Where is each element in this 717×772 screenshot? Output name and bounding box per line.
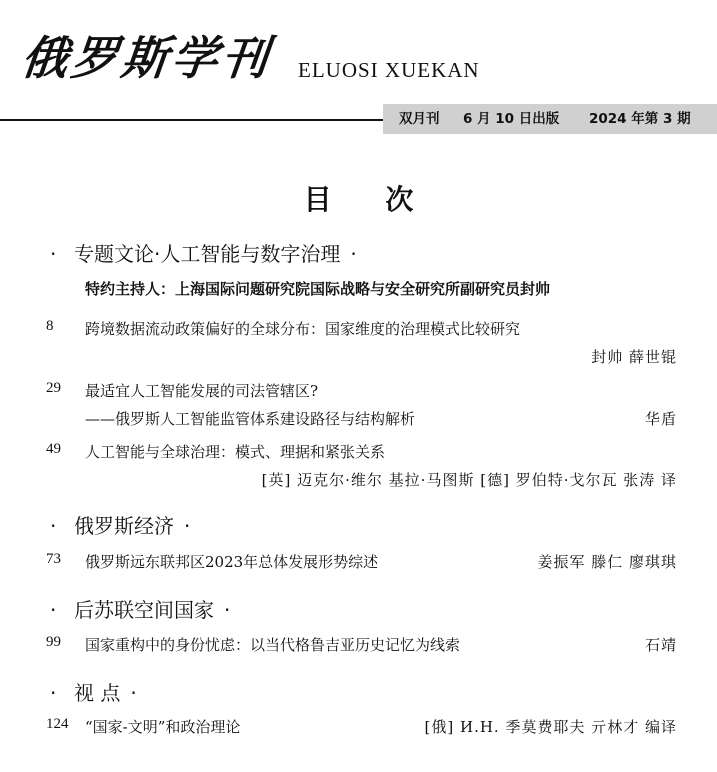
article-author: 姜振军 滕仁 廖琪琪	[537, 553, 677, 571]
article-page: 49	[46, 441, 61, 457]
article-author: 华盾	[644, 410, 677, 428]
issue-pub-date: 6 月 10 日出版	[463, 111, 560, 127]
journal-logo: 俄罗斯学刊	[18, 31, 275, 85]
article-title[interactable]: 俄罗斯远东联邦区2023年总体发展形势综述	[85, 553, 379, 571]
article-author: 石靖	[644, 636, 677, 654]
article-title[interactable]: 最适宜人工智能发展的司法管辖区?	[85, 382, 319, 400]
article-author: 封帅 薛世锟	[591, 348, 677, 366]
article-author: [俄] И.Н. 季莫费耶夫 亓林才 编译	[424, 718, 677, 736]
article-page: 99	[46, 634, 61, 650]
article-title[interactable]: “国家-文明”和政治理论	[85, 718, 241, 736]
article-subtitle[interactable]: ——俄罗斯人工智能监管体系建设路径与结构解析	[85, 410, 416, 428]
section-heading: · 俄罗斯经济 ·	[50, 514, 191, 538]
section-heading: · 专题文论·人工智能与数字治理 ·	[50, 242, 357, 266]
article-page: 73	[46, 551, 61, 567]
journal-header	[0, 0, 717, 140]
section-heading: · 后苏联空间国家 ·	[50, 598, 231, 622]
article-page: 8	[46, 318, 54, 334]
article-page: 29	[46, 380, 61, 396]
toc-title: 目 次	[303, 183, 436, 216]
section-heading: · 视 点 ·	[50, 681, 137, 705]
journal-name-english: ELUOSI XUEKAN	[298, 58, 480, 82]
issue-number: 2024 年第 3 期	[589, 111, 691, 127]
article-title[interactable]: 跨境数据流动政策偏好的全球分布：国家维度的治理模式比较研究	[85, 320, 521, 338]
issue-frequency: 双月刊	[399, 111, 440, 127]
section-host: 特约主持人：上海国际问题研究院国际战略与安全研究所副研究员封帅	[85, 280, 551, 298]
article-title[interactable]: 人工智能与全球治理：模式、理据和紧张关系	[85, 443, 386, 461]
article-author: [英] 迈克尔·维尔 基拉·马图斯 [德] 罗伯特·戈尔瓦 张涛 译	[261, 471, 677, 489]
article-page: 124	[46, 716, 69, 732]
issue-info-bar	[383, 104, 717, 134]
article-title[interactable]: 国家重构中的身份忧虑：以当代格鲁吉亚历史记忆为线索	[85, 636, 461, 654]
header-rule	[0, 119, 390, 121]
